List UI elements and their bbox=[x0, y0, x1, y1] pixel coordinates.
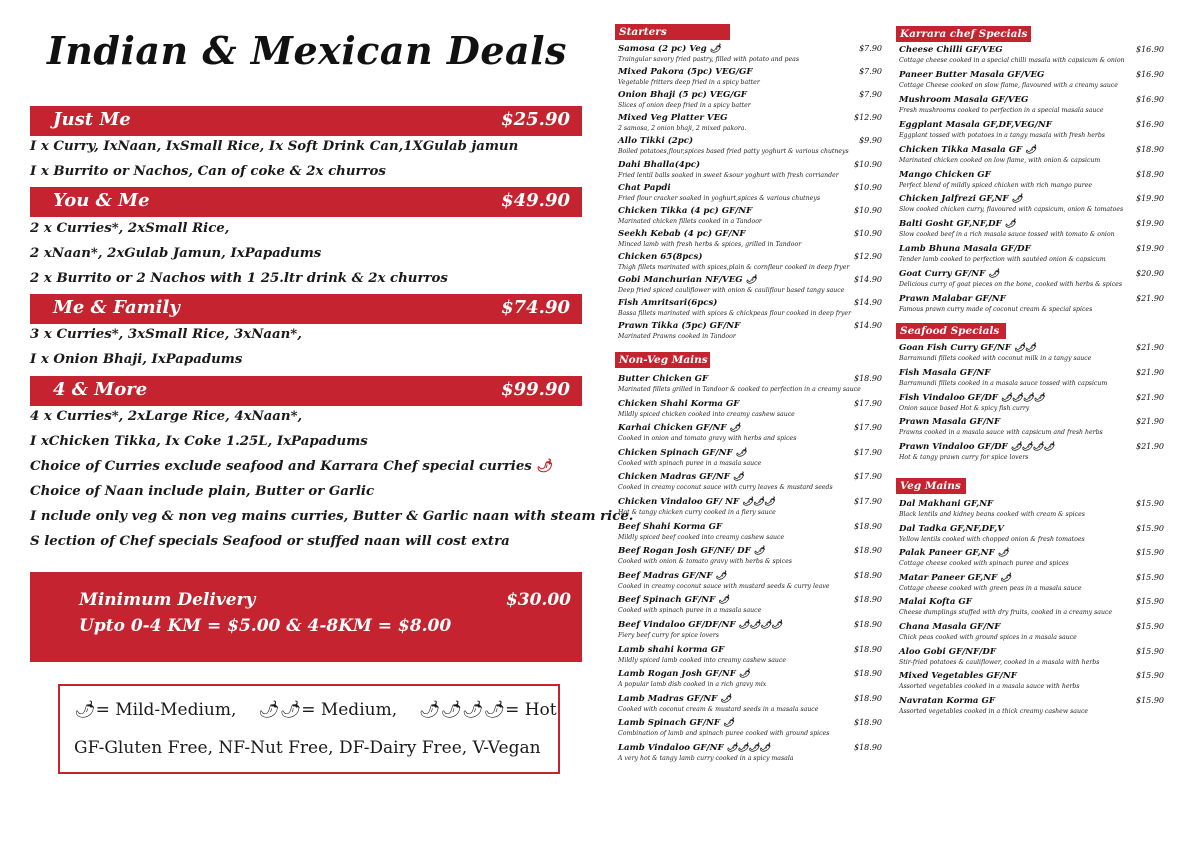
menu-item-name: Karhai Chicken GF/NF 🌶 bbox=[618, 423, 741, 434]
menu-item-price: $12.90 bbox=[854, 251, 882, 261]
note-line: S lection of Chef specials Seafood or stuffed naan will cost extra bbox=[30, 534, 510, 549]
menu-item-price: $15.90 bbox=[1136, 572, 1164, 582]
menu-item-name: Lamb shahi korma GF bbox=[618, 644, 725, 655]
menu-item bbox=[899, 647, 1164, 669]
menu-item bbox=[899, 524, 1164, 546]
menu-item-price: $18.90 bbox=[854, 743, 882, 752]
menu-item bbox=[618, 113, 882, 135]
menu-item-price: $19.90 bbox=[1136, 219, 1164, 229]
menu-item-price: $19.90 bbox=[1136, 244, 1164, 254]
deal-name: You & Me bbox=[53, 190, 150, 211]
menu-item-price: $15.90 bbox=[1136, 597, 1164, 607]
section-header-starters: Starters bbox=[615, 24, 730, 40]
menu-item-name: Lamb Madras GF/NF 🌶 bbox=[618, 693, 732, 704]
page-title: Indian & Mexican Deals bbox=[47, 28, 567, 73]
menu-item bbox=[618, 252, 882, 274]
menu-item-price: $18.90 bbox=[854, 595, 882, 605]
menu-item-description: Fried flour cracker soaked in yoghurt,spices & various chutneys bbox=[618, 194, 820, 202]
menu-item bbox=[618, 44, 882, 66]
menu-item-description: Delicious curry of goat pieces on the bone, cooked with herbs & spices bbox=[899, 281, 1122, 289]
delivery-price: $30.00 bbox=[505, 590, 571, 610]
menu-item-price: $14.90 bbox=[854, 321, 882, 331]
menu-item bbox=[618, 90, 882, 112]
menu-item bbox=[899, 120, 1164, 142]
menu-item-description: Fried lentil balls soaked in sweet &sour yoghurt with fresh corriander bbox=[618, 171, 839, 179]
menu-item-name: Fish Amritsari(6pcs) bbox=[618, 298, 718, 309]
menu-item-price: $7.90 bbox=[859, 90, 882, 100]
menu-item bbox=[899, 696, 1164, 718]
menu-item-price: $15.90 bbox=[1136, 548, 1164, 558]
menu-item-description: Slow cooked beef in a rich masala sauce tossed with tomato & onion bbox=[899, 231, 1115, 239]
menu-item bbox=[618, 160, 882, 182]
menu-item-name: Chicken Tikka (4 pc) GF/NF bbox=[618, 205, 753, 216]
menu-item-description: Cooked in onion and tomato gravy with herbs and spices bbox=[618, 435, 797, 443]
legend-medium: 🌶🌶= Medium, bbox=[258, 700, 398, 720]
menu-item-description: Stir-fried potatoes & cauliflower, cooked in a masala with herbs bbox=[899, 658, 1100, 666]
menu-item-price: $10.90 bbox=[854, 182, 882, 192]
menu-item-name: Balti Gosht GF,NF,DF 🌶 bbox=[899, 219, 1016, 230]
menu-item bbox=[618, 645, 882, 667]
menu-item-price: $16.90 bbox=[1136, 69, 1164, 79]
menu-item-description: Black lentils and kidney beans cooked with cream & spices bbox=[899, 511, 1085, 518]
legend-box bbox=[58, 684, 560, 774]
menu-item-price: $14.90 bbox=[854, 275, 882, 284]
menu-item-name: Chicken Jalfrezi GF,NF 🌶 bbox=[899, 194, 1023, 205]
menu-item bbox=[618, 743, 882, 765]
menu-item-description: Marinated chicken cooked on low flame, with onion & capsicum bbox=[899, 156, 1101, 164]
menu-item-price: $19.90 bbox=[1136, 194, 1164, 204]
menu-item-description: Hot & tangy chicken curry cooked in a fiery sauce bbox=[618, 509, 776, 516]
menu-item-description: Cooked with spinach puree in a masala sauce bbox=[618, 459, 762, 467]
menu-item-price: $18.90 bbox=[854, 693, 882, 703]
menu-item-name: Butter Chicken GF bbox=[618, 374, 709, 384]
menu-item-description: Yellow lentils cooked with chopped onion & fresh tomatoes bbox=[899, 535, 1085, 543]
menu-item-name: Chicken Tikka Masala GF 🌶 bbox=[899, 144, 1037, 155]
menu-item-price: $15.90 bbox=[1136, 671, 1164, 681]
deal-line: I x Burrito or Nachos, Can of coke & 2x churros bbox=[30, 164, 386, 179]
deal-bar-just-me bbox=[30, 106, 582, 136]
menu-item bbox=[618, 206, 882, 228]
menu-item-name: Chat Papdi bbox=[618, 182, 671, 193]
menu-item bbox=[899, 194, 1164, 216]
menu-item bbox=[899, 219, 1164, 241]
menu-item-description: Cooked with coconut cream & mustard seeds in a masala sauce bbox=[618, 705, 819, 713]
menu-item-price: $12.90 bbox=[854, 113, 882, 123]
legend-hot: 🌶🌶🌶🌶= Hot bbox=[418, 700, 557, 720]
menu-item-description: Cottage cheese cooked with spinach puree and spices bbox=[899, 560, 1069, 568]
deal-line: I xChicken Tikka, Ix Coke 1.25L, IxPapadums bbox=[30, 434, 368, 449]
menu-item bbox=[899, 442, 1164, 464]
menu-item-price: $16.90 bbox=[1136, 119, 1164, 129]
deal-name: 4 & More bbox=[53, 379, 148, 400]
menu-item-description: Assorted vegetables cooked in a masala sauce with herbs bbox=[899, 683, 1080, 691]
menu-item-description: Cheese dumplings stuffed with dry fruits, cooked in a creamy sauce bbox=[899, 609, 1113, 617]
menu-item-description: Chick peas cooked with ground spices in a masala sauce bbox=[899, 634, 1077, 641]
menu-item bbox=[899, 417, 1164, 439]
menu-item-price: $7.90 bbox=[859, 67, 882, 77]
menu-item-name: Chana Masala GF/NF bbox=[899, 622, 1001, 632]
menu-item-name: Prawn Masala GF/NF bbox=[899, 417, 1001, 428]
menu-item-description: Mildly spiced beef cooked into creamy cashew sauce bbox=[618, 533, 785, 541]
menu-item-name: Beef Vindaloo GF/DF/NF 🌶🌶🌶🌶 bbox=[618, 620, 783, 630]
menu-item bbox=[618, 571, 882, 593]
note-line bbox=[30, 459, 553, 474]
menu-item bbox=[899, 95, 1164, 117]
menu-item-name: Malai Kofta GF bbox=[899, 597, 972, 608]
menu-item-price: $7.90 bbox=[859, 44, 882, 53]
menu-item-description: Barramundi fillets cooked with coconut milk in a tangy sauce bbox=[899, 355, 1092, 362]
menu-item bbox=[618, 275, 882, 297]
deal-price: $25.90 bbox=[501, 109, 570, 130]
menu-item bbox=[899, 368, 1164, 390]
menu-item bbox=[899, 294, 1164, 316]
menu-item bbox=[899, 45, 1164, 67]
deal-line: 2 xNaan*, 2xGulab Jamun, IxPapadums bbox=[30, 246, 322, 261]
dietary-legend: GF-Gluten Free, NF-Nut Free, DF-Dairy Free, V-Vegan bbox=[74, 738, 541, 758]
deal-line: 3 x Curries*, 3xSmall Rice, 3xNaan*, bbox=[30, 327, 302, 342]
menu-item-description: Cooked in creamy coconut sauce with mustard seeds & curry leave bbox=[618, 582, 830, 590]
menu-item-description: Minced lamb with fresh herbs & spices, grilled in Tandoor bbox=[618, 240, 802, 248]
deal-name: Me & Family bbox=[53, 297, 180, 318]
menu-item-name: Chicken Madras GF/NF 🌶 bbox=[618, 472, 744, 483]
menu-item-name: Palak Paneer GF,NF 🌶 bbox=[899, 548, 1009, 559]
menu-item-price: $17.90 bbox=[854, 447, 882, 457]
menu-item bbox=[899, 622, 1164, 644]
deal-line: 2 x Burrito or 2 Nachos with 1 25.ltr drink & 2x churros bbox=[30, 271, 448, 286]
menu-item-price: $18.90 bbox=[854, 620, 882, 629]
menu-item-description: Hot & tangy prawn curry for spice lovers bbox=[899, 454, 1029, 462]
menu-item-price: $9.90 bbox=[859, 136, 882, 146]
menu-item bbox=[618, 423, 882, 445]
menu-item-price: $15.90 bbox=[1136, 646, 1164, 656]
menu-item-price: $15.90 bbox=[1136, 499, 1164, 508]
menu-item bbox=[899, 597, 1164, 619]
menu-item bbox=[618, 136, 882, 158]
note-line: Choice of Naan include plain, Butter or Garlic bbox=[30, 484, 375, 499]
section-header-seafood: Seafood Specials bbox=[896, 323, 1006, 339]
menu-item-price: $17.90 bbox=[854, 497, 882, 506]
menu-item-name: Navratan Korma GF bbox=[899, 695, 995, 706]
menu-item-description: Slow cooked chicken curry, flavoured with capsicum, onion & tomatoes bbox=[899, 206, 1124, 214]
section-header-veg: Veg Mains bbox=[896, 478, 966, 494]
menu-item-description: Slices of onion deep fried in a spicy batter bbox=[618, 102, 751, 110]
menu-item-description: 2 samosa, 2 onion bhaji, 2 mixed pakora. bbox=[618, 125, 747, 133]
menu-item bbox=[618, 229, 882, 251]
menu-item-name: Matar Paneer GF,NF 🌶 bbox=[899, 572, 1012, 583]
menu-item-price: $18.90 bbox=[854, 521, 882, 531]
menu-item-price: $21.90 bbox=[1136, 343, 1164, 352]
menu-item-description: Traingular savory fried pastry, filled with potato and peas bbox=[618, 56, 799, 63]
menu-item-name: Lamb Spinach GF/NF 🌶 bbox=[618, 718, 734, 729]
menu-item-name: Paneer Butter Masala GF/VEG bbox=[899, 69, 1045, 80]
menu-item-price: $10.90 bbox=[854, 228, 882, 238]
deal-bar-you-and-me bbox=[30, 187, 582, 217]
menu-item-description: Deep fried spiced cauliflower with onion & cauliflour based tangy sauce bbox=[618, 287, 845, 294]
menu-item bbox=[618, 448, 882, 470]
deal-bar-me-and-family bbox=[30, 294, 582, 324]
menu-item bbox=[618, 546, 882, 568]
menu-item-name: Mixed Vegetables GF/NF bbox=[899, 671, 1017, 682]
menu-item bbox=[899, 393, 1164, 415]
menu-item-description: Mildly spiced lamb cooked into creamy cashew sauce bbox=[618, 656, 787, 664]
menu-item-description: Perfect blend of mildly spiced chicken with rich mango puree bbox=[899, 181, 1093, 189]
menu-item-name: Lamb Vindaloo GF/NF 🌶🌶🌶🌶 bbox=[618, 743, 771, 753]
menu-item-description: Thigh fillets marinated with spices,plain & cornfleur cooked in deep fryer bbox=[618, 263, 850, 271]
menu-item-name: Samosa (2 pc) Veg 🌶 bbox=[618, 44, 721, 54]
menu-item-description: Onion sauce based Hot & spicy fish curry bbox=[899, 404, 1030, 412]
deal-line: 4 x Curries*, 2xLarge Rice, 4xNaan*, bbox=[30, 409, 303, 424]
menu-item-price: $15.90 bbox=[1136, 523, 1164, 533]
menu-item bbox=[618, 399, 882, 421]
menu-item-description: Cottage cheese cooked with green peas in a masala sauce bbox=[899, 584, 1082, 592]
menu-item-description: Combination of lamb and spinach puree cooked with ground spices bbox=[618, 730, 830, 738]
delivery-rates: Upto 0-4 KM = $5.00 & 4-8KM = $8.00 bbox=[79, 616, 452, 636]
menu-item-description: Cottage cheese cooked in a special chilli masala with capsicum & onion bbox=[899, 57, 1125, 64]
menu-item-price: $18.90 bbox=[854, 546, 882, 556]
menu-item-price: $10.90 bbox=[854, 205, 882, 215]
menu-item-name: Cheese Chilli GF/VEG bbox=[899, 45, 1003, 55]
menu-item-name: Beef Rogan Josh GF/NF/ DF 🌶 bbox=[618, 546, 765, 557]
menu-item-price: $18.90 bbox=[1136, 169, 1164, 179]
deal-line: 2 x Curries*, 2xSmall Rice, bbox=[30, 221, 230, 236]
menu-item-name: Prawn Vindaloo GF/DF 🌶🌶🌶🌶 bbox=[899, 442, 1055, 453]
delivery-box bbox=[30, 572, 582, 662]
menu-item-name: Beef Shahi Korma GF bbox=[618, 521, 723, 532]
menu-item bbox=[899, 548, 1164, 570]
menu-item-name: Aloo Gobi GF/NF/DF bbox=[899, 646, 996, 657]
menu-item bbox=[618, 595, 882, 617]
deal-price: $99.90 bbox=[501, 379, 570, 400]
menu-item-price: $18.90 bbox=[1136, 144, 1164, 154]
note-line: I nclude only veg & non veg mains curries, Butter & Garlic naan with steam rice. bbox=[30, 509, 634, 524]
menu-item-price: $21.90 bbox=[1136, 442, 1164, 452]
menu-item-price: $18.90 bbox=[854, 374, 882, 383]
menu-item-name: Dahi Bhalla(4pc) bbox=[618, 159, 701, 170]
menu-item bbox=[618, 694, 882, 716]
menu-item bbox=[899, 70, 1164, 92]
legend-mild: 🌶= Mild-Medium, bbox=[74, 700, 237, 720]
menu-item-description: Cooked with spinach puree in a masala sauce bbox=[618, 607, 762, 615]
menu-item-description: Eggplant tossed with potatoes in a tangy masala with fresh herbs bbox=[899, 131, 1105, 139]
menu-item-name: Mixed Veg Platter VEG bbox=[618, 113, 728, 124]
menu-item-price: $15.90 bbox=[1136, 695, 1164, 705]
menu-item-price: $16.90 bbox=[1136, 94, 1164, 104]
menu-item-name: Gobi Manchurian NF/VEG 🌶 bbox=[618, 275, 757, 285]
menu-item bbox=[618, 497, 882, 519]
menu-item-description: Cottage Cheese cooked on slow flame, flavoured with a creamy sauce bbox=[899, 81, 1118, 89]
menu-item bbox=[618, 669, 882, 691]
deal-bar-4-and-more bbox=[30, 376, 582, 406]
menu-item-name: Chicken Spinach GF/NF 🌶 bbox=[618, 447, 747, 458]
menu-item-name: Dal Makhani GF,NF bbox=[899, 499, 994, 509]
menu-item-description: Prawns cooked in a masala sauce with capsicum and fresh herbs bbox=[899, 429, 1103, 437]
chili-icon: 🌶 bbox=[536, 459, 554, 474]
deal-line: I x Onion Bhaji, IxPapadums bbox=[30, 352, 243, 367]
menu-item bbox=[618, 374, 882, 396]
menu-item-name: Goat Curry GF/NF 🌶 bbox=[899, 269, 1000, 280]
deal-name: Just Me bbox=[53, 109, 131, 130]
menu-item bbox=[618, 718, 882, 740]
menu-item-name: Dal Tadka GF,NF,DF,V bbox=[899, 523, 1004, 534]
menu-item-name: Fish Vindaloo GF/DF 🌶🌶🌶🌶 bbox=[899, 392, 1045, 403]
menu-item-price: $18.90 bbox=[854, 669, 882, 679]
menu-item-price: $20.90 bbox=[1136, 269, 1164, 279]
menu-item bbox=[899, 499, 1164, 521]
delivery-title: Minimum Delivery bbox=[79, 590, 256, 610]
menu-item-description: Bassa fillets marinated with spices & chickpeas flour cooked in deep fryer bbox=[618, 310, 852, 318]
menu-item-description: Boiled potatoes,flour,spices based fried patty yoghurt & various chutneys bbox=[618, 148, 849, 156]
menu-item-description: Marinated Prawns cooked in Tandoor bbox=[618, 333, 736, 341]
menu-item-price: $21.90 bbox=[1136, 417, 1164, 427]
menu-item-name: Mango Chicken GF bbox=[899, 169, 991, 180]
menu-item-price: $17.90 bbox=[854, 398, 882, 408]
menu-item-name: Mixed Pakora (5pc) VEG/GF bbox=[618, 67, 753, 78]
menu-item-description: Assorted vegetables cooked in a thick creamy cashew sauce bbox=[899, 707, 1089, 715]
menu-item-price: $17.90 bbox=[854, 472, 882, 482]
menu-item-price: $10.90 bbox=[854, 159, 882, 169]
menu-item-price: $16.90 bbox=[1136, 45, 1164, 54]
menu-item-description: Vegetable fritters deep fried in a spicy batter bbox=[618, 79, 760, 87]
menu-item-name: Mushroom Masala GF/VEG bbox=[899, 94, 1029, 105]
menu-item-name: Prawn Tikka (5pc) GF/NF bbox=[618, 321, 741, 332]
menu-item-name: Eggplant Masala GF,DF,VEG/NF bbox=[899, 119, 1052, 130]
menu-item-description: A very hot & tangy lamb curry cooked in a spicy masala bbox=[618, 755, 794, 762]
menu-item bbox=[899, 573, 1164, 595]
menu-item bbox=[618, 522, 882, 544]
menu-item-description: Mildly spiced chicken cooked into creamy cashew sauce bbox=[618, 410, 795, 418]
menu-item-name: Prawn Malabar GF/NF bbox=[899, 294, 1006, 304]
menu-item bbox=[618, 67, 882, 89]
spice-legend bbox=[74, 700, 557, 720]
section-header-chef: Karrara chef Specials bbox=[896, 26, 1031, 42]
menu-item bbox=[899, 145, 1164, 167]
menu-item-name: Chicken Vindaloo GF/ NF 🌶🌶🌶 bbox=[618, 497, 775, 507]
menu-item-description: Cooked with onion & tomato gravy with herbs & spices bbox=[618, 558, 792, 566]
menu-item bbox=[618, 183, 882, 205]
menu-item-name: Beef Madras GF/NF 🌶 bbox=[618, 570, 727, 581]
menu-item-price: $15.90 bbox=[1136, 622, 1164, 631]
menu-item bbox=[899, 269, 1164, 291]
menu-item bbox=[899, 671, 1164, 693]
menu-item-price: $21.90 bbox=[1136, 367, 1164, 377]
menu-item bbox=[899, 343, 1164, 365]
menu-item-price: $18.90 bbox=[854, 644, 882, 654]
menu-item bbox=[899, 170, 1164, 192]
menu-item-description: Barramundi fillets cooked in a masala sauce tossed with capsicum bbox=[899, 379, 1108, 387]
menu-item-description: A popular lamb dish cooked in a rich gravy mix bbox=[618, 681, 767, 689]
menu-item-name: Beef Spinach GF/NF 🌶 bbox=[618, 595, 730, 606]
menu-item-description: Famous prawn curry made of coconut cream & special spices bbox=[899, 306, 1093, 313]
note-text: Choice of Curries exclude seafood and Karrara Chef special curries bbox=[30, 459, 532, 474]
menu-item bbox=[899, 244, 1164, 266]
menu-item bbox=[618, 472, 882, 494]
menu-item bbox=[618, 321, 882, 343]
menu-item bbox=[618, 620, 882, 642]
menu-item-description: Marinated chicken fillets cooked in a Tandoor bbox=[618, 217, 762, 225]
menu-item-price: $18.90 bbox=[854, 570, 882, 580]
menu-item-name: Fish Masala GF/NF bbox=[899, 367, 991, 378]
menu-item-name: Lamb Bhuna Masala GF/DF bbox=[899, 244, 1031, 255]
menu-item bbox=[618, 298, 882, 320]
menu-item-description: Cooked in creamy coconut sauce with curry leaves & mustard seeds bbox=[618, 484, 833, 492]
menu-item-price: $18.90 bbox=[854, 718, 882, 728]
menu-item-name: Chicken Shahi Korma GF bbox=[618, 398, 740, 409]
menu-item-price: $21.90 bbox=[1136, 392, 1164, 402]
menu-item-name: Allo Tikki (2pc) bbox=[618, 136, 694, 147]
menu-item-name: Onion Bhaji (5 pc) VEG/GF bbox=[618, 90, 747, 101]
menu-item-name: Goan Fish Curry GF/NF 🌶🌶 bbox=[899, 343, 1036, 353]
deal-line: I x Curry, IxNaan, IxSmall Rice, Ix Soft Drink Can,1XGulab jamun bbox=[30, 139, 519, 154]
menu-item-price: $14.90 bbox=[854, 298, 882, 308]
menu-item-name: Chicken 65(8pcs) bbox=[618, 251, 703, 262]
menu-item-name: Seekh Kebab (4 pc) GF/NF bbox=[618, 228, 746, 239]
menu-item-name: Lamb Rogan Josh GF/NF 🌶 bbox=[618, 669, 750, 680]
menu-item-description: Marinated fillets grilled in Tandoor & cooked to perfection in a creamy sauce bbox=[618, 386, 861, 393]
deal-price: $49.90 bbox=[501, 190, 570, 211]
section-header-nonveg: Non-Veg Mains bbox=[615, 352, 710, 368]
deal-price: $74.90 bbox=[501, 297, 570, 318]
menu-item-price: $21.90 bbox=[1136, 294, 1164, 303]
menu-item-description: Fiery beef curry for spice lovers bbox=[618, 632, 719, 639]
menu-item-description: Tender lamb cooked to perfection with sautéed onion & capsicum bbox=[899, 256, 1106, 264]
menu-item-price: $17.90 bbox=[854, 423, 882, 433]
menu-item-description: Fresh mushrooms cooked to perfection in a special masala sauce bbox=[899, 106, 1104, 114]
